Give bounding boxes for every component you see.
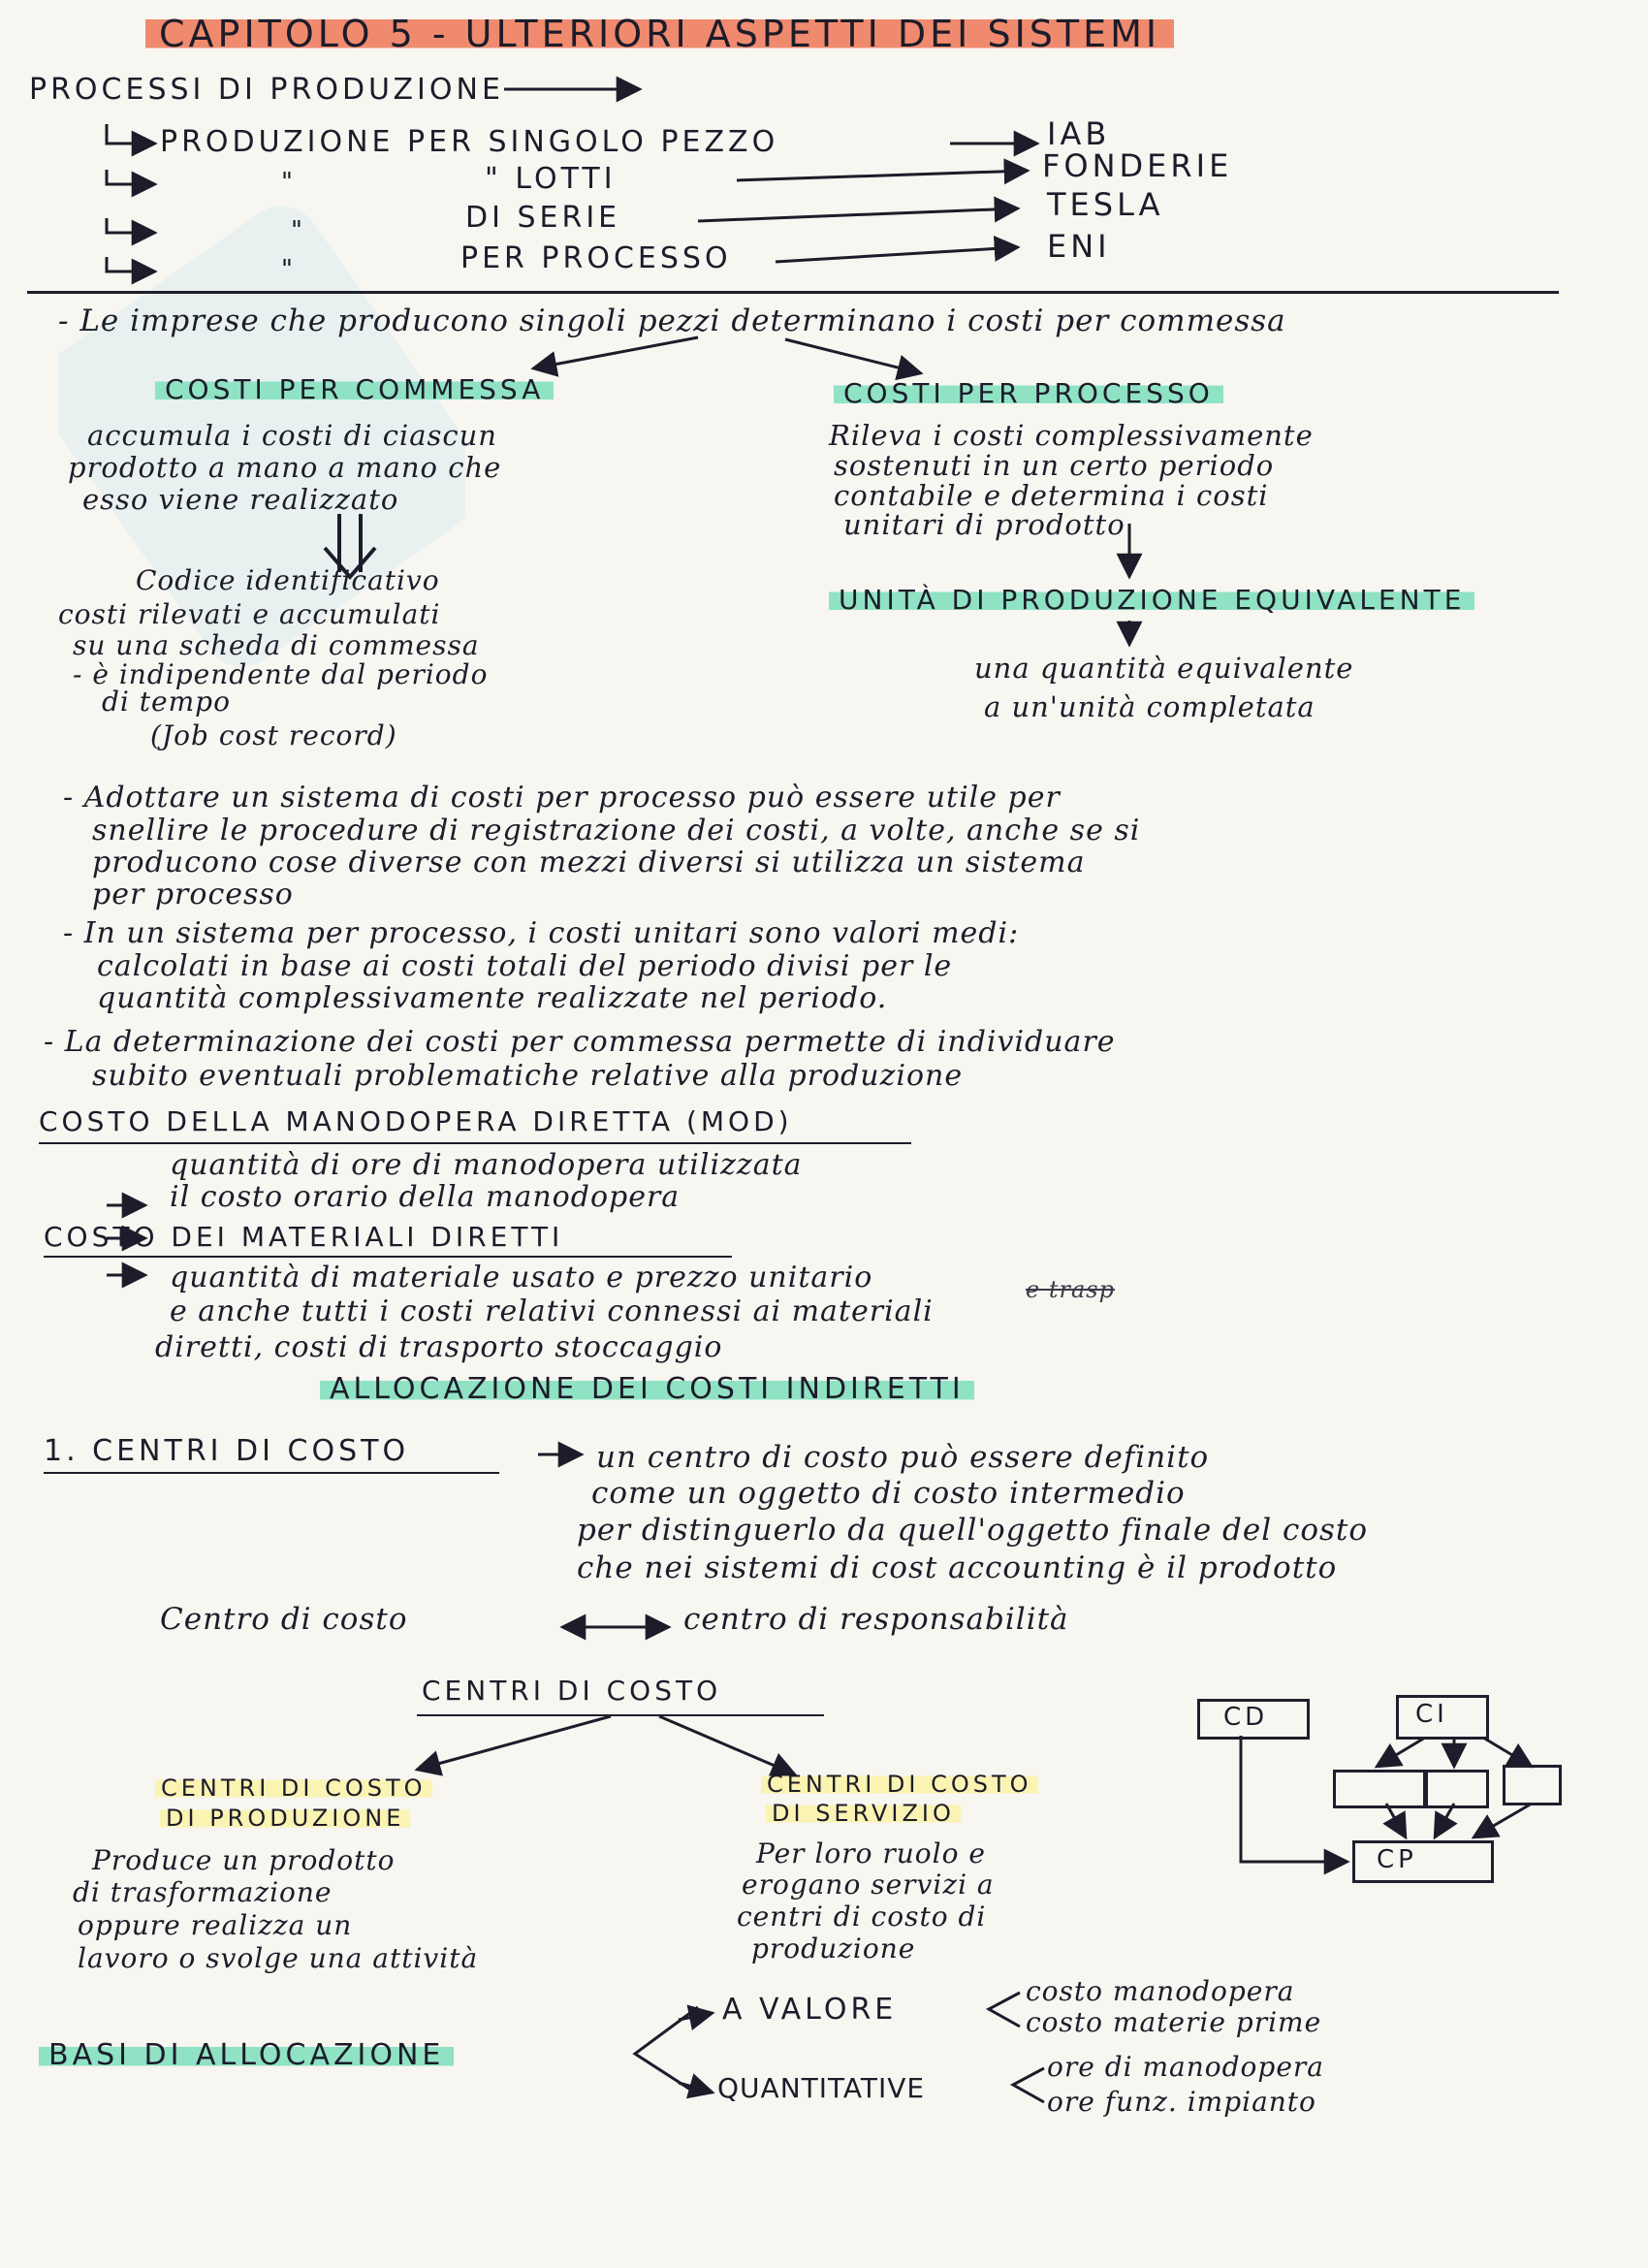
commessa-heading: COSTI PER COMMESSA (155, 376, 554, 403)
processo-desc-line: contabile e determina i costi (834, 479, 1269, 512)
centri-servizio-desc: centri di costo di (737, 1901, 987, 1933)
commessa-desc-line: accumula i costi di ciascun (87, 419, 497, 452)
processo-row-label: PER PROCESSO (460, 241, 732, 275)
allocazione-heading: ALLOCAZIONE DEI COSTI INDIRETTI (320, 1375, 974, 1404)
commessa-desc-line: esso viene realizzato (82, 483, 399, 516)
basi-valore-item: costo manodopera (1026, 1975, 1295, 2007)
commessa-sub-line: (Job cost record) (150, 719, 397, 751)
commessa-sub-line: - è indipendente dal periodo (73, 658, 489, 690)
processo-sub-line: a un'unità completata (984, 690, 1315, 723)
cd-label: CD (1223, 1703, 1269, 1732)
centri-def-line: per distinguerlo da quell'oggetto finale del costo (577, 1513, 1369, 1548)
processo-sub-line: una quantità equivalente (974, 652, 1354, 685)
centri-produzione-heading: CENTRI DI COSTO (155, 1776, 432, 1800)
mod-heading: COSTO DELLA MANODOPERA DIRETTA (MOD) (39, 1105, 793, 1137)
processo-row-label: PRODUZIONE PER SINGOLO PEZZO (160, 125, 779, 159)
bullet-line: producono cose diverse con mezzi diversi si utilizza un sistema (92, 846, 1086, 879)
centri-produzione-desc: lavoro o svolge una attività (78, 1942, 479, 1974)
basi-valore-item: costo materie prime (1026, 2006, 1322, 2038)
ditto-mark: " (291, 216, 302, 245)
basi-quantitative-label: QUANTITATIVE (717, 2072, 926, 2104)
processo-desc-line: Rileva i costi complessivamente (829, 419, 1314, 452)
commessa-sub-line: costi rilevati e accumulati (58, 598, 441, 630)
unita-equivalente-heading: UNITÀ DI PRODUZIONE EQUIVALENTE (829, 587, 1474, 614)
bullet-line: snellire le procedure di registrazione dei costi, a volte, anche se si (92, 814, 1141, 847)
materiali-line: e anche tutti i costi relativi connessi ai materiali (170, 1294, 934, 1328)
bullet-line: - La determinazione dei costi per commessa permette di individuare (44, 1025, 1116, 1059)
centri-servizio-heading: DI SERVIZIO (766, 1802, 961, 1825)
bullet-line: per processo (92, 878, 294, 911)
centri-heading-underline (417, 1714, 824, 1716)
processo-row-example: TESLA (1047, 186, 1164, 223)
materiali-heading: COSTO DEI MATERIALI DIRETTI (44, 1221, 564, 1253)
centri-produzione-heading: DI PRODUZIONE (160, 1806, 410, 1830)
section-divider (27, 291, 1559, 294)
centri-servizio-heading: CENTRI DI COSTO (761, 1773, 1038, 1796)
processo-desc-line: unitari di prodotto (843, 508, 1125, 541)
centri-def-line: un centro di costo può essere definito (596, 1440, 1210, 1475)
processo-desc-line: sostenuti in un certo periodo (834, 449, 1275, 482)
intro-text: - Le imprese che producono singoli pezzi determinano i costi per commessa (58, 303, 1286, 338)
centri-di-costo-label: 1. CENTRI DI COSTO (44, 1434, 410, 1468)
centro-costo-text: Centro di costo (160, 1602, 408, 1637)
mod-item: quantità di ore di manodopera utilizzata (170, 1148, 803, 1182)
centri-def-line: che nei sistemi di cost accounting è il prodotto (577, 1550, 1338, 1585)
processi-heading: PROCESSI DI PRODUZIONE (29, 73, 504, 107)
basi-quantitative-item: ore funz. impianto (1047, 2086, 1316, 2118)
commessa-sub-line: di tempo (102, 686, 231, 718)
ci-label: CI (1415, 1700, 1448, 1729)
commessa-sub-line: Codice identificativo (136, 564, 440, 596)
centri-produzione-desc: Produce un prodotto (92, 1844, 396, 1876)
commessa-sub-line: su una scheda di commessa (73, 629, 480, 661)
cp-label: CP (1377, 1845, 1417, 1874)
bullet-line: quantità complessivamente realizzate nel periodo. (97, 981, 888, 1015)
ditto-mark: " (281, 255, 293, 284)
basi-valore-label: A VALORE (722, 1993, 898, 2027)
centri-servizio-desc: Per loro ruolo e (756, 1837, 986, 1869)
processo-row-example: FONDERIE (1042, 147, 1233, 184)
centri-heading: CENTRI DI COSTO (422, 1675, 722, 1707)
bullet-line: - Adottare un sistema di costi per processo può essere utile per (63, 781, 1061, 815)
processo-row-label: " LOTTI (485, 162, 617, 196)
centri-def-line: come un oggetto di costo intermedio (591, 1476, 1186, 1511)
materiali-struck-text: e trasp (1026, 1276, 1115, 1303)
processo-heading: COSTI PER PROCESSO (834, 380, 1223, 407)
materiali-line: quantità di materiale usato e prezzo unitario (170, 1261, 873, 1294)
ci-sub-box (1503, 1765, 1562, 1805)
centri-servizio-desc: erogano servizi a (742, 1869, 995, 1901)
page-title: CAPITOLO 5 - ULTERIORI ASPETTI DEI SISTEMI (145, 16, 1174, 52)
cp-box (1352, 1840, 1494, 1883)
commessa-desc-line: prodotto a mano a mano che (68, 451, 502, 484)
processo-row-label: DI SERIE (465, 201, 621, 235)
basi-quantitative-item: ore di manodopera (1047, 2051, 1324, 2083)
ci-sub-box (1425, 1770, 1489, 1808)
processo-row-example: IAB (1047, 115, 1111, 152)
centri-produzione-desc: di trasformazione (73, 1876, 333, 1908)
materiali-line: diretti, costi di trasporto stoccaggio (155, 1330, 723, 1364)
bullet-line: - In un sistema per processo, i costi unitari sono valori medi: (63, 916, 1020, 950)
ditto-mark: " (281, 168, 293, 197)
mod-underline (39, 1142, 911, 1144)
mod-item: il costo orario della manodopera (170, 1180, 681, 1214)
bullet-line: calcolati in base ai costi totali del periodo divisi per le (97, 949, 953, 983)
centri-label-underline (44, 1472, 499, 1474)
centro-responsabilita-text: centro di responsabilità (683, 1602, 1069, 1637)
materiali-underline (44, 1256, 732, 1258)
centri-servizio-desc: produzione (751, 1933, 916, 1965)
centri-produzione-desc: oppure realizza un (78, 1909, 353, 1941)
processo-row-example: ENI (1047, 228, 1111, 265)
basi-heading: BASI DI ALLOCAZIONE (39, 2041, 454, 2070)
bullet-line: subito eventuali problematiche relative alla produzione (92, 1059, 964, 1093)
ci-sub-box (1333, 1770, 1426, 1808)
